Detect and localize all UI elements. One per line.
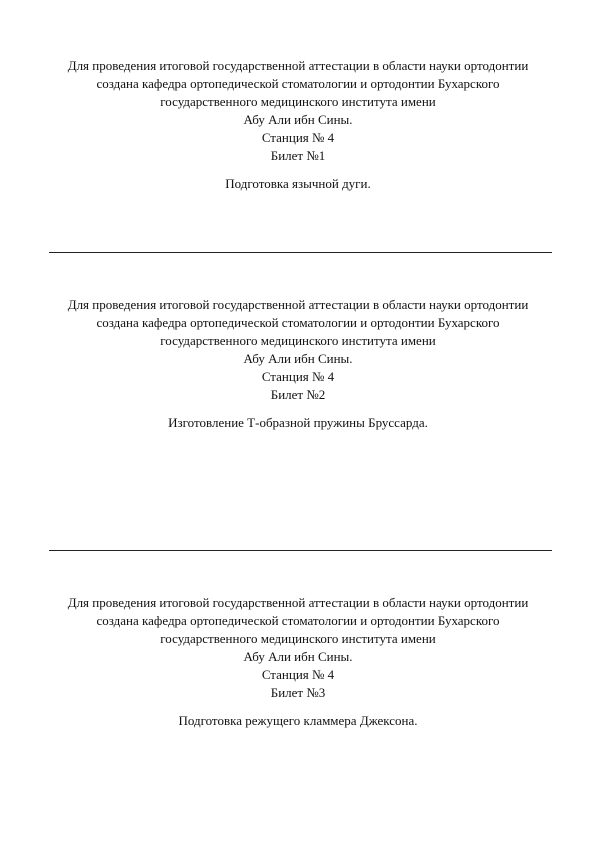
header-line: государственного медицинского института имени xyxy=(160,631,436,646)
header-line: Для проведения итоговой государственной аттестации в области науки ортодонтии xyxy=(67,58,529,73)
ticket-divider xyxy=(49,252,552,253)
ticket-number: Билет №2 xyxy=(270,387,326,402)
ticket-block-3 xyxy=(40,594,556,730)
station-label: Станция № 4 xyxy=(261,369,335,384)
station-label: Станция № 4 xyxy=(261,130,335,145)
header-line: создана кафедра ортопедической стоматологии и ортодонтии Бухарского xyxy=(96,613,500,628)
header-line: Абу Али ибн Сины. xyxy=(243,112,353,127)
header-line: государственного медицинского института имени xyxy=(160,94,436,109)
header-line: Абу Али ибн Сины. xyxy=(243,649,353,664)
ticket-block-1 xyxy=(40,57,556,193)
ticket-number: Билет №1 xyxy=(270,148,326,163)
ticket-number: Билет №3 xyxy=(270,685,326,700)
header-line: Для проведения итоговой государственной аттестации в области науки ортодонтии xyxy=(67,297,529,312)
header-line: Для проведения итоговой государственной аттестации в области науки ортодонтии xyxy=(67,595,529,610)
ticket-task: Подготовка режущего кламмера Джексона. xyxy=(178,713,418,728)
header-line: создана кафедра ортопедической стоматологии и ортодонтии Бухарского xyxy=(96,76,500,91)
ticket-task: Изготовление Т-образной пружины Бруссарда. xyxy=(168,415,428,430)
header-line: государственного медицинского института имени xyxy=(160,333,436,348)
ticket-task: Подготовка язычной дуги. xyxy=(225,176,371,191)
station-label: Станция № 4 xyxy=(261,667,335,682)
header-line: Абу Али ибн Сины. xyxy=(243,351,353,366)
ticket-block-2 xyxy=(40,296,556,432)
ticket-divider xyxy=(49,550,552,551)
header-line: создана кафедра ортопедической стоматологии и ортодонтии Бухарского xyxy=(96,315,500,330)
